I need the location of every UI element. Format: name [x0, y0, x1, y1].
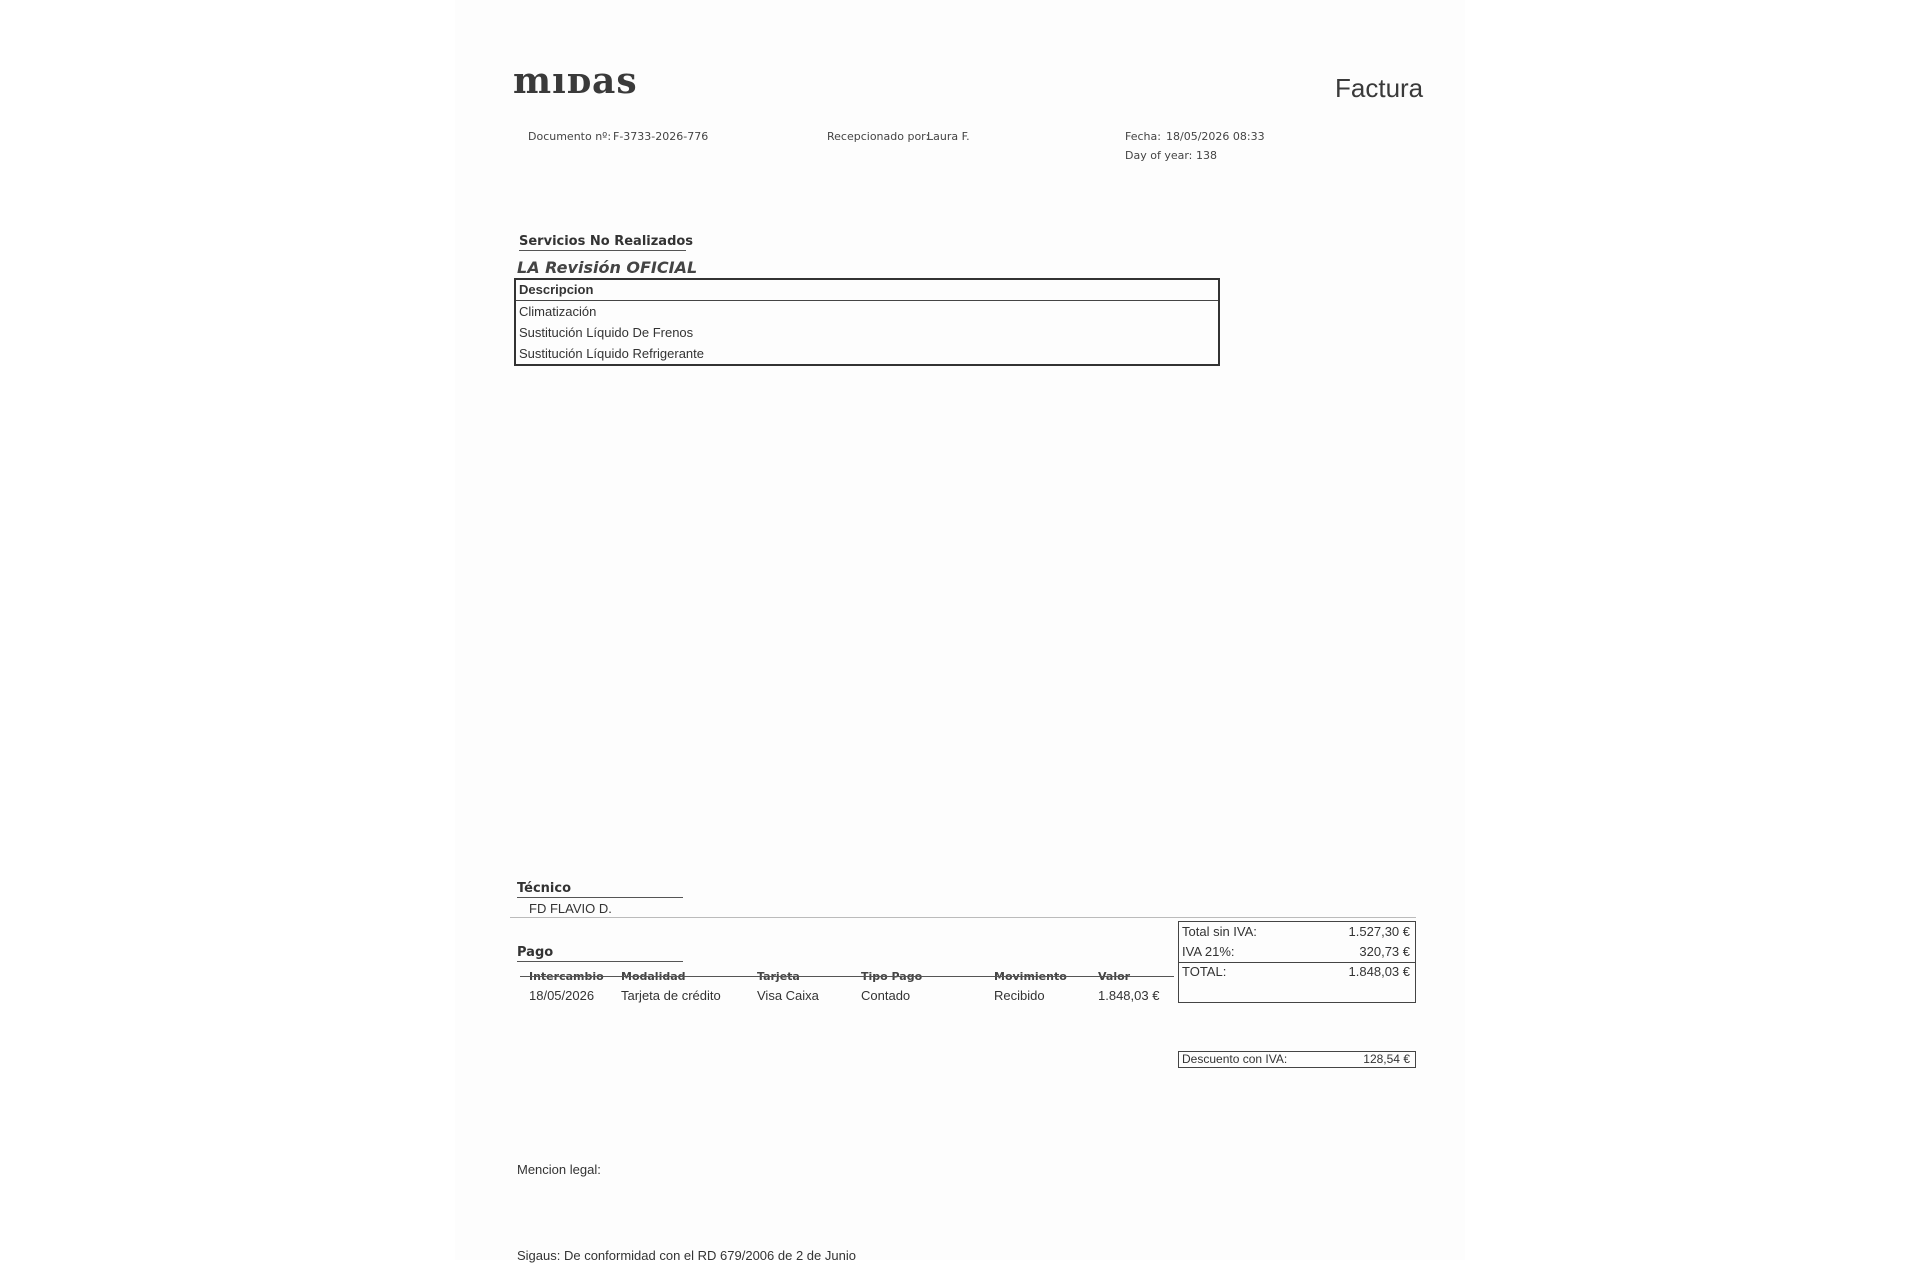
total-sin-iva-value: 1.527,30 €: [1348, 924, 1410, 939]
tecnico-title: Técnico: [517, 881, 683, 898]
iva-label: IVA 21%:: [1182, 944, 1235, 959]
descuento-label: Descuento con IVA:: [1182, 1052, 1288, 1066]
pago-tarjeta: Visa Caixa: [757, 988, 819, 1003]
pago-modalidad: Tarjeta de crédito: [621, 988, 721, 1003]
sigaus-note: Sigaus: De conformidad con el RD 679/2006 de 2 de Junio: [517, 1248, 856, 1263]
iva-row: [1179, 942, 1415, 962]
recepcionado-label: Recepcionado por:: [827, 130, 930, 143]
recepcionado-value: Laura F.: [927, 130, 970, 143]
pago-header-valor: Valor: [1098, 970, 1131, 983]
documento-value: F-3733-2026-776: [613, 130, 709, 143]
total-label: TOTAL:: [1182, 964, 1227, 979]
tecnico-name: FD FLAVIO D.: [529, 901, 612, 916]
day-of-year-label: Day of year:: [1125, 149, 1193, 162]
pago-valor: 1.848,03 €: [1098, 988, 1160, 1003]
pago-tipo-pago: Contado: [861, 988, 911, 1003]
total-sin-iva-label: Total sin IVA:: [1182, 924, 1257, 939]
pago-header-tarjeta: Tarjeta: [757, 970, 800, 983]
invoice-page: [455, 0, 1465, 1260]
fecha-value: 18/05/2026 08:33: [1166, 130, 1265, 143]
mencion-legal: Mencion legal:: [517, 1162, 601, 1177]
total-sin-iva-row: [1179, 922, 1415, 942]
day-of-year-value: 138: [1196, 149, 1217, 162]
services-column-header: Descripcion: [516, 280, 1218, 301]
pago-header-modalidad: Modalidad: [621, 970, 686, 983]
pago-header-underline: [520, 976, 1174, 977]
section-divider: [510, 917, 1416, 918]
services-table: [514, 278, 1220, 366]
documento-label: Documento nº:: [528, 130, 612, 143]
total-value: 1.848,03 €: [1348, 964, 1410, 979]
pago-movimiento: Recibido: [994, 988, 1045, 1003]
descuento-value: 128,54 €: [1363, 1052, 1410, 1066]
fecha-label: Fecha:: [1125, 130, 1161, 143]
services-title: Servicios No Realizados: [519, 234, 694, 249]
pago-title: Pago: [517, 945, 683, 962]
descuento-box: [1178, 1051, 1416, 1068]
pago-header-movimiento: Movimiento: [994, 970, 1067, 983]
iva-value: 320,73 €: [1359, 944, 1410, 959]
pago-header-tipo-pago: Tipo Pago: [861, 970, 923, 983]
totals-box: [1178, 921, 1416, 1003]
midas-logo: mıᴅas: [513, 60, 638, 102]
service-row: Climatización: [519, 304, 597, 319]
pago-intercambio: 18/05/2026: [529, 988, 595, 1003]
service-row: Sustitución Líquido De Frenos: [519, 325, 694, 340]
total-row: [1179, 962, 1415, 982]
services-subtitle: LA Revisión OFICIAL: [517, 258, 698, 277]
document-type: Factura: [1335, 73, 1424, 103]
service-row: Sustitución Líquido Refrigerante: [519, 346, 705, 361]
pago-header-intercambio: Intercambio: [529, 970, 604, 983]
